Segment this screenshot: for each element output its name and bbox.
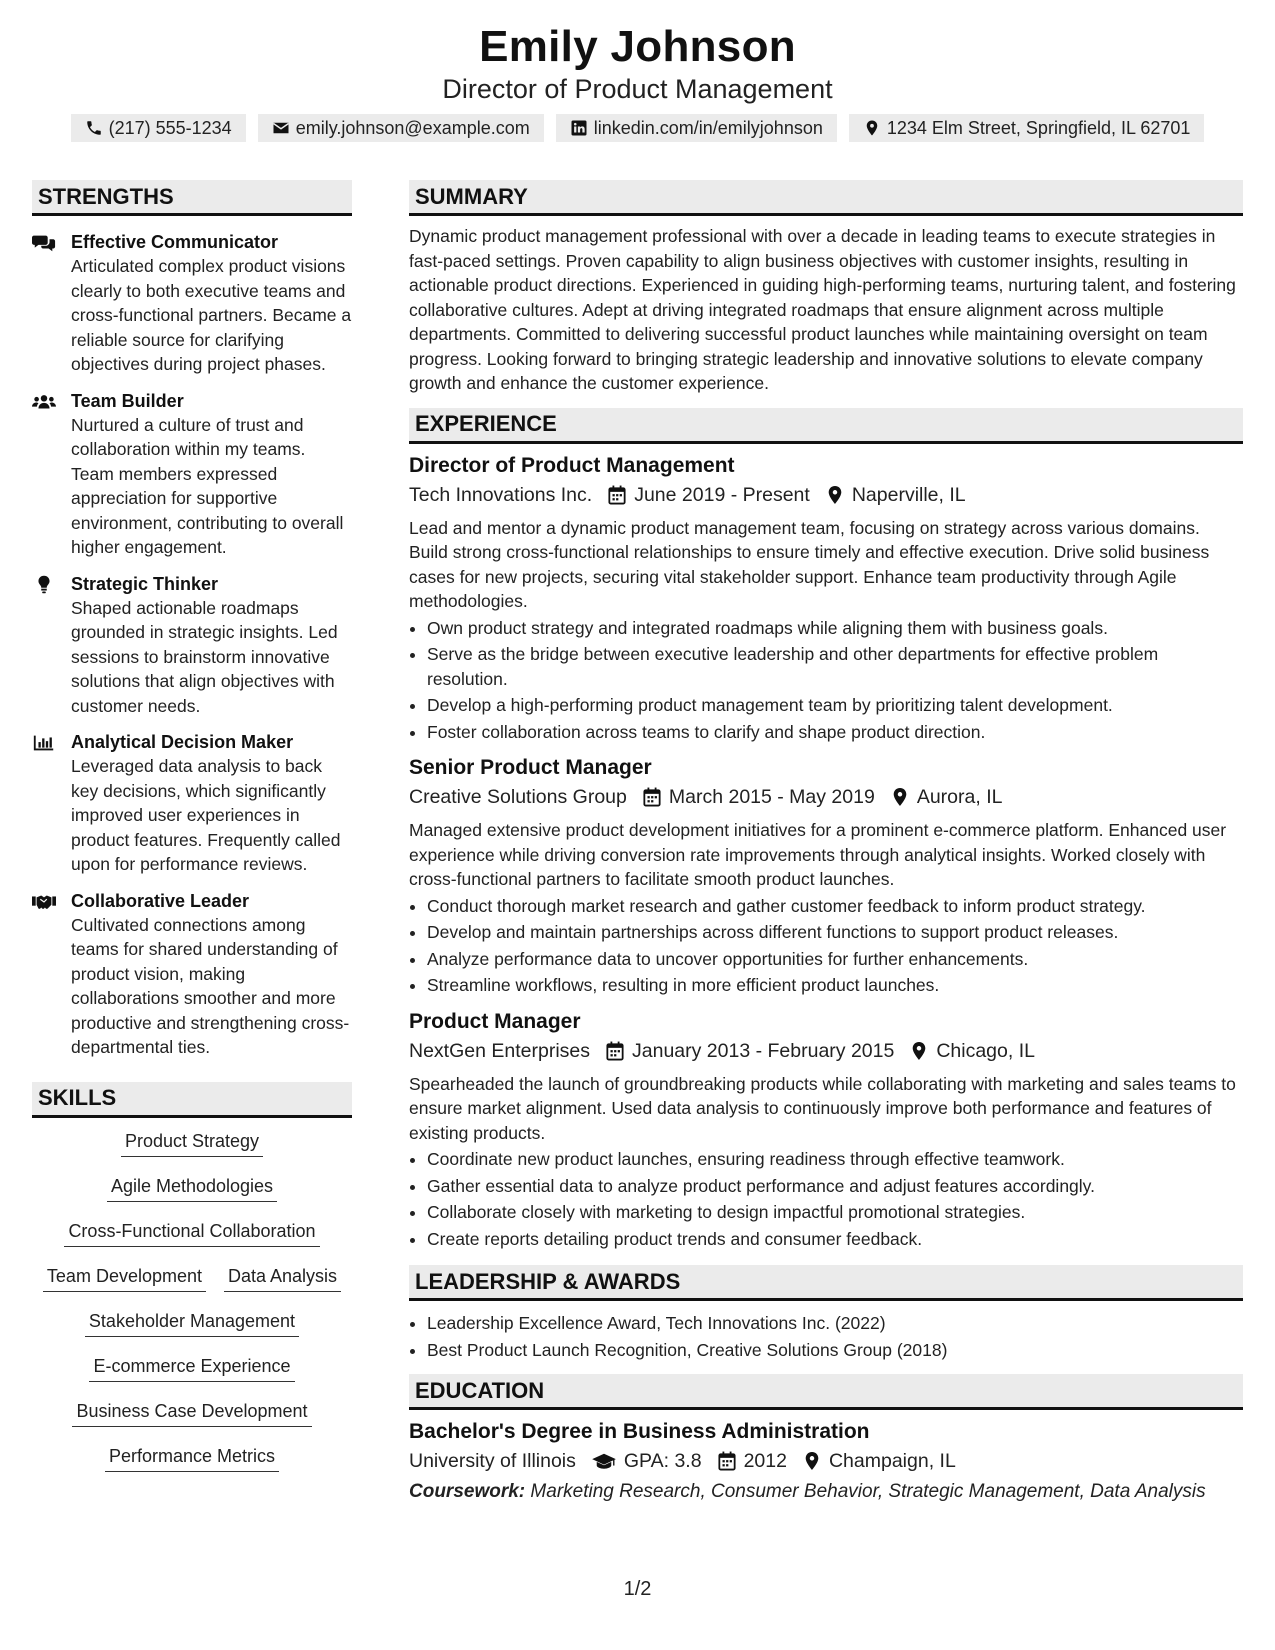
coursework [409, 1480, 1243, 1504]
skill-tag: Business Case Development [72, 1398, 311, 1427]
strength-title: Strategic Thinker [71, 573, 219, 594]
contact-address[interactable] [849, 114, 1205, 142]
strength-text: Leveraged data analysis to back key decisions, which significantly improved user experiences in product features. Frequently called upon for performance reviews. [71, 756, 341, 874]
strength-title: Analytical Decision Maker [71, 732, 294, 752]
job-location: Aurora, IL [916, 786, 1003, 808]
list-item: • Coordinate new product launches, ensuring readiness through effective teamwork. [427, 1147, 1243, 1172]
comments-icon [32, 233, 56, 253]
job-company: Creative Solutions Group [409, 786, 627, 808]
job-description: Lead and mentor a dynamic product management team, focusing on strategy across various domains. Build strong cross-functional relationships to ensure timely and effective execution. Drive solid business cases for new projects, securing vital stakeholder support. Enhance team productivity through Agile methodologies. [409, 517, 1210, 611]
envelope-icon [272, 119, 290, 137]
job-title: Senior Product Manager [409, 756, 652, 779]
map-marker-icon [803, 1451, 821, 1471]
list-item: • Collaborate closely with marketing to design impactful promotional strategies. [427, 1200, 1243, 1225]
contact-bar [0, 114, 1275, 142]
map-marker-icon [910, 1041, 928, 1061]
contact-email-text: emily.johnson@example.com [295, 117, 530, 138]
strengths-heading: STRENGTHS [32, 180, 352, 216]
linkedin-icon [570, 119, 588, 137]
calendar-icon [643, 787, 661, 807]
strength-title: Collaborative Leader [71, 890, 250, 911]
coursework-label: Coursework: [409, 1481, 526, 1502]
job-dates: March 2015 - May 2019 [668, 786, 875, 808]
education-heading: EDUCATION [409, 1374, 1243, 1410]
summary-text: Dynamic product management professional with over a decade in leading teams to execute strategies in fast-paced settings. Proven capability to align business objectives with customer insights, resulting in actionable product directions. Experienced in guiding high-performing teams, nurturing talent, and fostering collaborative cultures. Adept at driving integrated roadmaps that ensure alignment across multiple departments. Committed to delivering successful product launches while maintaining oversight on team progress. Looking forward to bringing strategic leadership and innovative solutions to elevate company growth and enhance the customer experience. [409, 226, 1236, 393]
graduation-year: 2012 [743, 1450, 787, 1472]
strength-text: Articulated complex product visions clearly to both executive teams and cross-functional partners. Became a reliable source for clarifying objectives during project phases. [71, 256, 352, 374]
list-item: • Leadership Excellence Award, Tech Innovations Inc. (2022) [427, 1311, 1243, 1336]
job-location: Naperville, IL [851, 483, 966, 506]
chart-bar-icon [32, 733, 56, 753]
awards-heading: LEADERSHIP & AWARDS [409, 1265, 1243, 1301]
job-company: Tech Innovations Inc. [409, 483, 593, 506]
strength-title: Team Builder [71, 390, 184, 411]
degree-title: Bachelor's Degree in Business Administration [409, 1420, 870, 1443]
list-item: • Develop a high-performing product management team by prioritizing talent development. [427, 693, 1243, 718]
list-item: • Create reports detailing product trends and consumer feedback. [427, 1227, 1243, 1252]
right-column [409, 180, 1243, 1504]
handshake-icon [32, 892, 56, 912]
list-item: • Conduct thorough market research and gather customer feedback to inform product strategy. [427, 894, 1243, 919]
contact-address-text: 1234 Elm Street, Springfield, IL 62701 [886, 117, 1191, 138]
school-location: Champaign, IL [828, 1450, 956, 1472]
calendar-icon [608, 485, 626, 505]
strength-item [32, 572, 352, 719]
job-location: Chicago, IL [936, 1039, 1035, 1062]
calendar-icon [606, 1041, 624, 1061]
strength-title: Effective Communicator [71, 232, 279, 252]
job-bullets [409, 894, 1243, 998]
list-item: • Best Product Launch Recognition, Creative Solutions Group (2018) [427, 1338, 1243, 1363]
job-bullets [409, 616, 1243, 745]
skill-tag: Product Strategy [121, 1128, 263, 1157]
skills-list [32, 1128, 352, 1488]
strength-item [32, 730, 352, 877]
contact-linkedin[interactable] [556, 114, 837, 142]
gpa: GPA: 3.8 [623, 1450, 702, 1472]
skill-tag: Cross-Functional Collaboration [64, 1218, 319, 1247]
job-dates: June 2019 - Present [634, 483, 810, 506]
contact-linkedin-text: linkedin.com/in/emilyjohnson [593, 117, 823, 138]
skill-tag: Stakeholder Management [85, 1308, 299, 1337]
coursework-list: Marketing Research, Consumer Behavior, Strategic Management, Data Analysis [530, 1481, 1206, 1502]
list-item: • Develop and maintain partnerships across different functions to support product releases. [427, 920, 1243, 945]
skill-tag: Data Analysis [224, 1263, 341, 1292]
job-description: Spearheaded the launch of groundbreaking products while collaborating with marketing and sales teams to ensure market alignment. Used data analysis to continuously improve both performance and features of existing products. [409, 1073, 1236, 1143]
map-marker-icon [891, 787, 909, 807]
strength-item [32, 889, 352, 1060]
contact-email[interactable] [258, 114, 544, 142]
list-item: • Own product strategy and integrated roadmaps while aligning them with business goals. [427, 616, 1243, 641]
skill-tag: Performance Metrics [105, 1443, 279, 1472]
job-entry [409, 754, 1243, 998]
map-marker-icon [826, 485, 844, 505]
candidate-title: Director of Product Management [442, 74, 833, 104]
strength-text: Shaped actionable roadmaps grounded in strategic insights. Led sessions to brainstorm innovative solutions that align objectives with customer needs. [71, 597, 338, 716]
left-column [32, 180, 352, 1488]
school-name: University of Illinois [409, 1450, 576, 1472]
strength-text: Cultivated connections among teams for shared understanding of product vision, making collaborations smoother and more productive and strengthening cross-departmental ties. [71, 914, 350, 1057]
map-marker-icon [863, 119, 881, 137]
users-icon [32, 392, 56, 412]
job-company: NextGen Enterprises [409, 1039, 590, 1062]
summary-heading: SUMMARY [409, 180, 1243, 216]
list-item: • Gather essential data to analyze product performance and adjust features accordingly. [427, 1174, 1243, 1199]
skill-tag: Agile Methodologies [107, 1173, 277, 1202]
contact-phone-text: (217) 555-1234 [108, 117, 232, 138]
education-entry [409, 1418, 1243, 1504]
calendar-icon [718, 1451, 736, 1471]
graduation-cap-icon [592, 1451, 616, 1471]
job-bullets [409, 1147, 1243, 1251]
skills-heading: SKILLS [32, 1082, 352, 1118]
job-title: Product Manager [409, 1009, 581, 1033]
list-item: • Serve as the bridge between executive leadership and other departments for effective problem resolution. [427, 642, 1243, 691]
skill-tag: Team Development [43, 1263, 206, 1292]
job-entry [409, 452, 1243, 745]
candidate-name: Emily Johnson [479, 22, 796, 71]
job-description: Managed extensive product development initiatives for a prominent e-commerce platform. Enhanced user experience while driving conversion rate improvements through analytical insights. Worked closely with cross-functional partners to facilitate smooth product launches. [409, 820, 1227, 889]
job-dates: January 2013 - February 2015 [632, 1039, 895, 1062]
strength-item [32, 389, 352, 560]
list-item: • Streamline workflows, resulting in more efficient product launches. [427, 973, 1243, 998]
strength-text: Nurtured a culture of trust and collaboration within my teams. Team members expressed appreciation for supportive environment, contributing to overall higher engagement. [71, 414, 344, 557]
page-number: 1/2 [623, 1578, 652, 1600]
skill-tag: E-commerce Experience [89, 1353, 294, 1382]
experience-heading: EXPERIENCE [409, 408, 1243, 444]
awards-list [409, 1311, 1243, 1362]
lightbulb-icon [32, 575, 56, 595]
contact-phone[interactable] [71, 114, 246, 142]
list-item: • Foster collaboration across teams to clarify and shape product direction. [427, 720, 1243, 745]
phone-icon [85, 119, 103, 137]
list-item: • Analyze performance data to uncover opportunities for further enhancements. [427, 947, 1243, 972]
job-title: Director of Product Management [409, 453, 735, 477]
strength-item [32, 230, 352, 377]
job-entry [409, 1008, 1243, 1252]
